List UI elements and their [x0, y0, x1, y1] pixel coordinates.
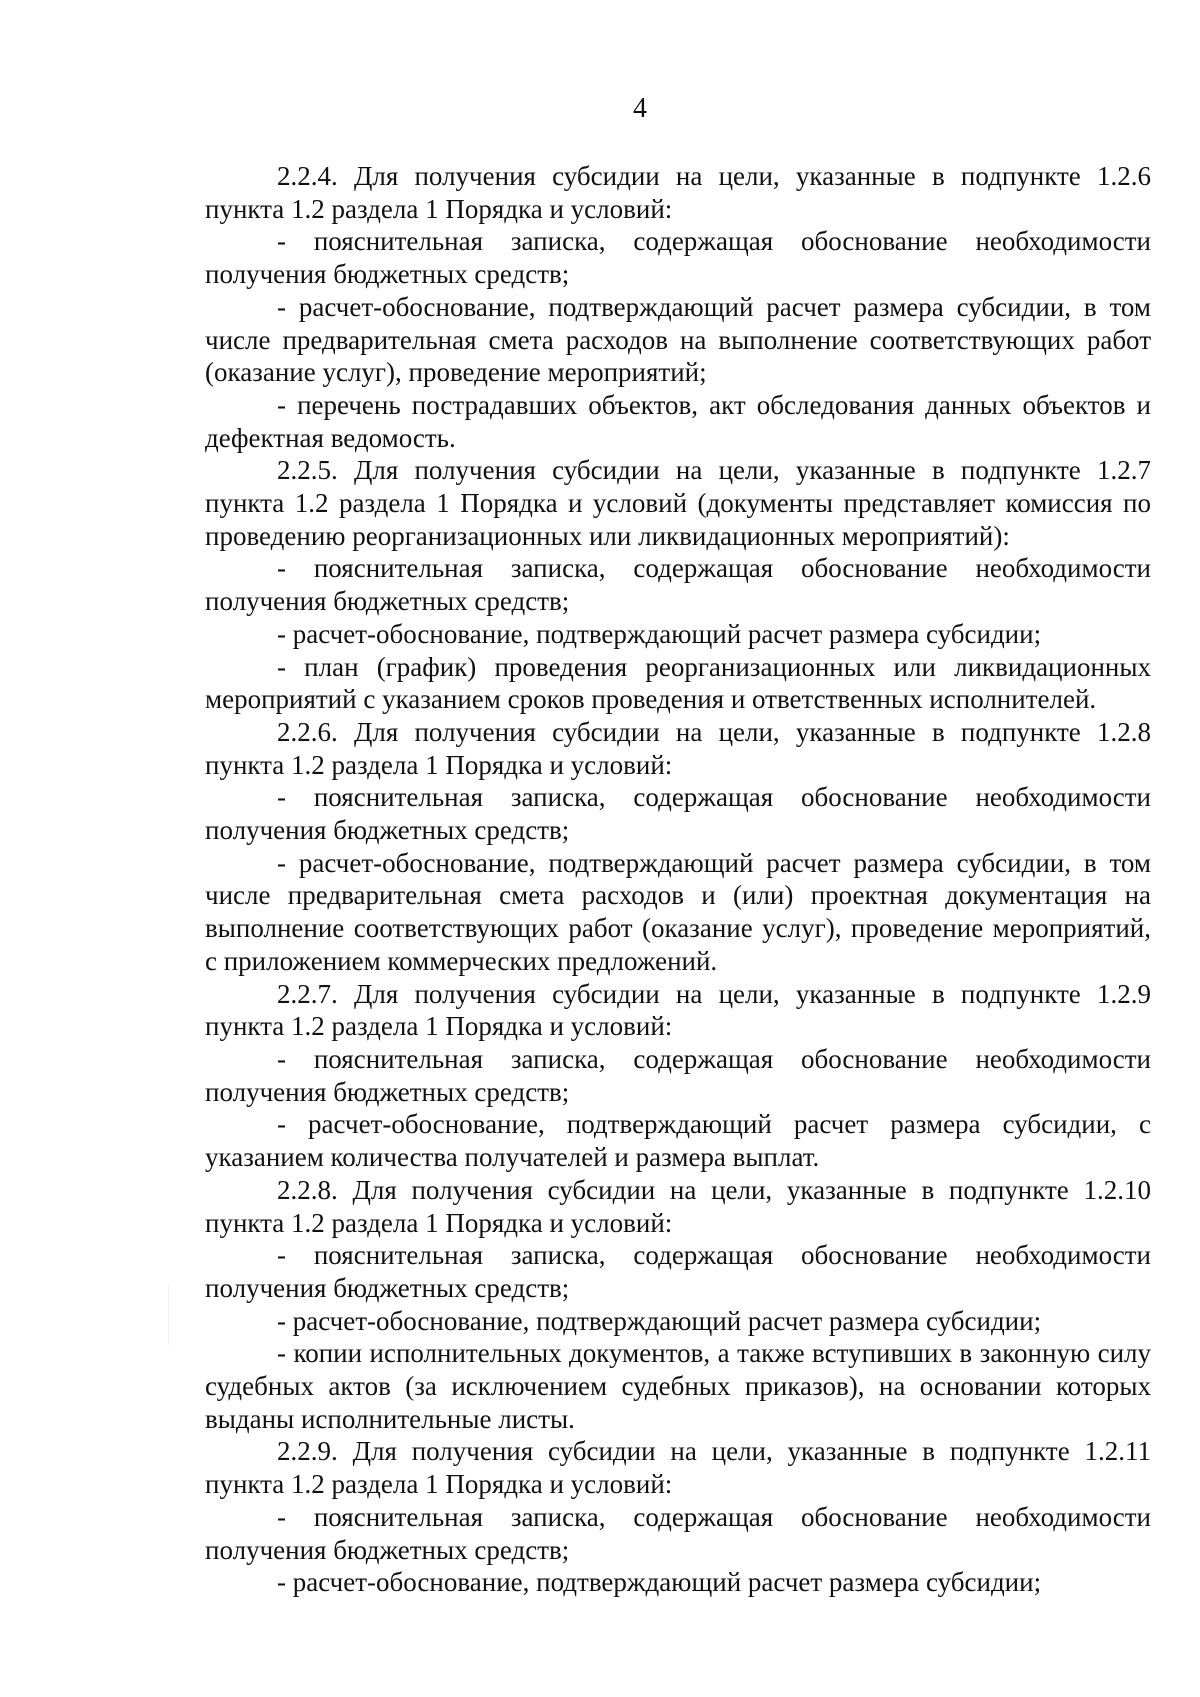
- document-body: [205, 160, 1151, 1599]
- list-item-explanatory-note: - пояснительная записка, содержащая обоснование необходимости получения бюджетных средств;: [205, 553, 1151, 617]
- list-item-damaged-objects: - перечень пострадавших объектов, акт обследования данных объектов и дефектная ведомость.: [205, 389, 1151, 453]
- list-item-calculation: - расчет-обоснование, подтверждающий расчет размера субсидии, с указанием количества получателей и размера выплат.: [205, 1109, 1151, 1173]
- list-item-calculation: - расчет-обоснование, подтверждающий расчет размера субсидии;: [277, 1567, 1042, 1598]
- list-item-explanatory-note: - пояснительная записка, содержащая обоснование необходимости получения бюджетных средств;: [205, 1501, 1151, 1565]
- section-2-2-5: 2.2.5. Для получения субсидии на цели, указанные в подпункте 1.2.7 пункта 1.2 раздела 1 Порядка и условий (документы представляет комиссия по проведению реорганизационных или ликвидационных мероприятий):: [205, 455, 1151, 551]
- section-2-2-9: 2.2.9. Для получения субсидии на цели, указанные в подпункте 1.2.11 пункта 1.2 раздела 1 Порядка и условий:: [205, 1436, 1151, 1500]
- list-item-calculation: - расчет-обоснование, подтверждающий расчет размера субсидии;: [277, 1305, 1042, 1336]
- list-item-explanatory-note: - пояснительная записка, содержащая обоснование необходимости получения бюджетных средств;: [205, 1240, 1151, 1303]
- page-number: 4: [633, 93, 647, 124]
- list-item-calculation: - расчет-обоснование, подтверждающий расчет размера субсидии, в том числе предварительная смета расходов и (или) проектная документация на выполнение соответствующих работ (оказание услуг), проведение мероприятий, с приложением коммерческих предложений.: [205, 847, 1151, 976]
- list-item-plan-schedule: - план (график) проведения реорганизационных или ликвидационных мероприятий с указанием сроков проведения и ответственных исполнителей.: [205, 651, 1151, 715]
- section-2-2-4: 2.2.4. Для получения субсидии на цели, указанные в подпункте 1.2.6 пункта 1.2 раздела 1 Порядка и условий:: [205, 161, 1151, 224]
- list-item-calculation: - расчет-обоснование, подтверждающий расчет размера субсидии, в том числе предварительная смета расходов на выполнение соответствующих работ (оказание услуг), проведение мероприятий;: [205, 291, 1151, 388]
- list-item-explanatory-note: - пояснительная записка, содержащая обоснование необходимости получения бюджетных средств;: [205, 1043, 1151, 1107]
- list-item-explanatory-note: - пояснительная записка, содержащая обоснование необходимости получения бюджетных средств;: [205, 226, 1151, 290]
- list-item-calculation: - расчет-обоснование, подтверждающий расчет размера субсидии;: [277, 618, 1042, 649]
- list-item-explanatory-note: - пояснительная записка, содержащая обоснование необходимости получения бюджетных средств;: [205, 782, 1151, 846]
- section-2-2-6: 2.2.6. Для получения субсидии на цели, указанные в подпункте 1.2.8 пункта 1.2 раздела 1 Порядка и условий:: [205, 716, 1151, 780]
- section-2-2-8: 2.2.8. Для получения субсидии на цели, указанные в подпункте 1.2.10 пункта 1.2 раздела 1 Порядка и условий:: [205, 1174, 1151, 1238]
- section-2-2-7: 2.2.7. Для получения субсидии на цели, указанные в подпункте 1.2.9 пункта 1.2 раздела 1 Порядка и условий:: [205, 978, 1151, 1042]
- list-item-court-documents: - копии исполнительных документов, а также вступивших в законную силу судебных актов (за исключением судебных приказов), на основании которых выданы исполнительные листы.: [205, 1338, 1151, 1434]
- scan-artifact: [168, 1285, 169, 1345]
